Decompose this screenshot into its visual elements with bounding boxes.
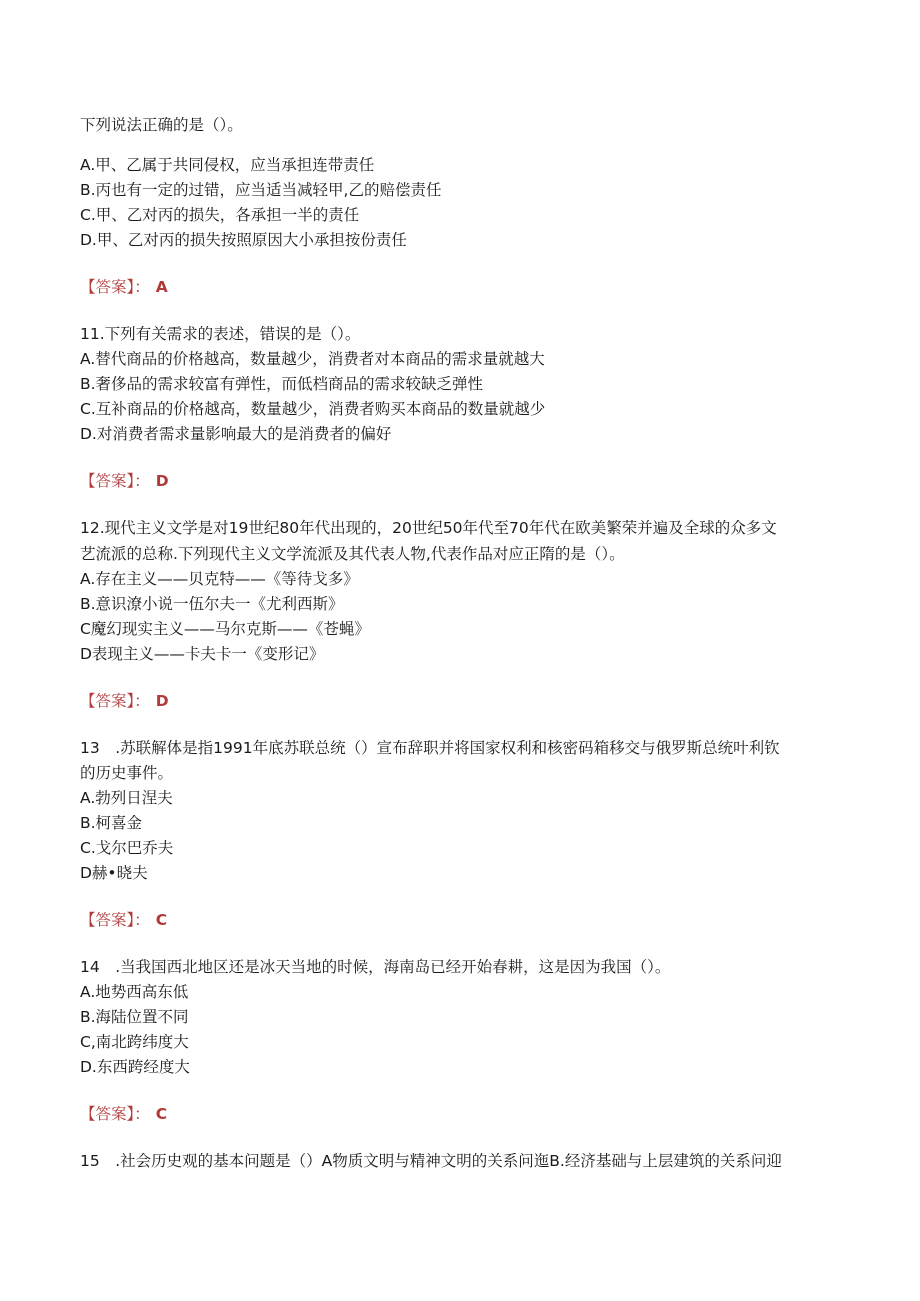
q14-answer-key: C	[155, 1105, 168, 1123]
q10-answer	[80, 276, 168, 298]
q13-option-a: A.勃列日涅夫	[80, 789, 173, 807]
q10-answer-key: A	[155, 278, 168, 296]
q11-answer-key: D	[155, 472, 169, 490]
q10-option-b: B.丙也有一定的过错，应当适当减轻甲,乙的赔偿责任	[80, 181, 442, 199]
q14-option-c: C,南北跨纬度大	[80, 1033, 189, 1051]
q14-stem: 14 .当我国西北地区还是冰天当地的时候，海南岛已经开始春耕，这是因为我国（）。	[80, 958, 671, 976]
q11-option-b: B.奢侈品的需求较富有弹性，而低档商品的需求较缺乏弹性	[80, 375, 484, 393]
q14-option-b: B.海陆位置不同	[80, 1008, 189, 1026]
q13-option-b: B.柯喜金	[80, 814, 143, 832]
q11-option-a: A.替代商品的价格越高，数量越少，消费者对本商品的需求量就越大	[80, 350, 545, 368]
q13-option-c: C.戈尔巴乔夫	[80, 839, 174, 857]
q11-stem: 11.下列有关需求的表述，错误的是（）。	[80, 325, 361, 343]
q12-option-a: A.存在主义——贝克特——《等待戈多》	[80, 570, 359, 588]
q12-answer	[80, 690, 169, 712]
question-intro: 下列说法正确的是（）。	[80, 116, 243, 134]
q14-answer-label: 【答案】：	[80, 1105, 150, 1123]
q12-option-c: C魔幻现实主义——马尔克斯——《苍蝇》	[80, 620, 370, 638]
q13-answer-key: C	[155, 911, 168, 929]
q12-stem-line1: 12.现代主义文学是对19世纪80年代出现的，20世纪50年代至70年代在欧美繁荣并遍及全球的众多文	[80, 519, 777, 537]
q14-option-d: D.东西跨经度大	[80, 1058, 190, 1076]
q13-answer-label: 【答案】：	[80, 911, 150, 929]
q11-answer-label: 【答案】：	[80, 472, 150, 490]
q13-stem-line1: 13 .苏联解体是指1991年底苏联总统（）宣布辞职并将国家权利和核密码箱移交与俄罗斯总统叶利钦	[80, 739, 780, 757]
q11-option-d: D.对消费者需求量影响最大的是消费者的偏好	[80, 425, 392, 443]
q13-option-d: D赫•晓夫	[80, 864, 148, 882]
q15-stem: 15 .社会历史观的基本问题是（）A物质文明与精神文明的关系问迤B.经济基础与上层建筑的关系问迎	[80, 1152, 782, 1170]
q10-option-a: A.甲、乙属于共同侵权，应当承担连带责任	[80, 156, 375, 174]
q12-option-d: D表现主义——卡夫卡一《变形记》	[80, 645, 325, 663]
q12-answer-label: 【答案】：	[80, 692, 150, 710]
q13-stem-line2: 的历史事件。	[80, 764, 174, 782]
q10-answer-label: 【答案】：	[80, 278, 150, 296]
q10-option-d: D.甲、乙对丙的损失按照原因大小承担按份责任	[80, 231, 407, 249]
q11-answer	[80, 470, 169, 492]
q12-answer-key: D	[155, 692, 169, 710]
q10-option-c: C.甲、乙对丙的损失，各承担一半的责任	[80, 206, 360, 224]
q11-option-c: C.互补商品的价格越高，数量越少，消费者购买本商品的数量就越少	[80, 400, 546, 418]
q13-answer	[80, 909, 167, 931]
q12-option-b: B.意识潦小说一伍尔夫一《尤利西斯》	[80, 595, 344, 613]
q14-answer	[80, 1103, 167, 1125]
q12-stem-line2: 艺流派的总称.下列现代主义文学流派及其代表人物,代表作品对应正隋的是（）。	[80, 545, 625, 563]
q14-option-a: A.地势西高东低	[80, 983, 189, 1001]
